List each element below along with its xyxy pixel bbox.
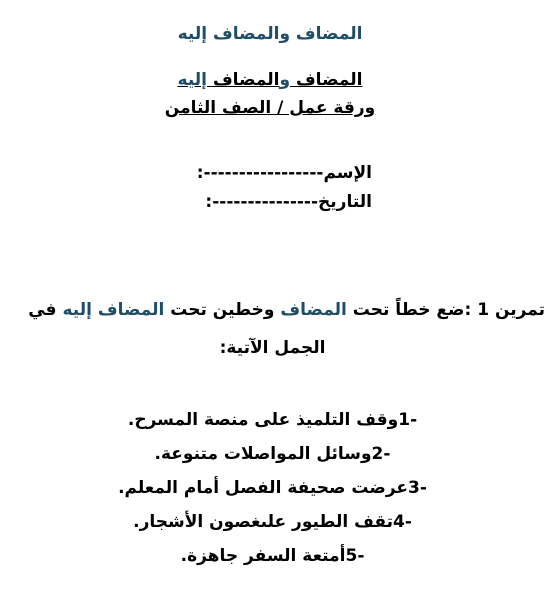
exercise-instruction [0,300,545,320]
exercise-word-mudaf: المضاف [280,300,347,320]
document-title: المضاف والمضاف إليه [177,24,363,44]
title-word-mudaf-2: المضاف [212,70,280,90]
exercise-instruction-line2: الجمل الآتية: [219,338,326,358]
title-word-mudaf: المضاف [295,70,363,90]
worksheet-subtitle: ورقة عمل / الصف الثامن [164,98,376,118]
title-conjunction: و [279,70,296,90]
list-item: -3عرضت صحيفة الفصل أمام المعلم. [118,478,427,498]
exercise-middle: وخطين تحت [164,300,281,320]
exercise-suffix: في [28,300,63,320]
list-item: -1وقف التلميذ على منصة المسرح. [127,410,418,430]
list-item: -4تقف الطيور علىغصون الأشجار. [133,512,412,532]
list-item: -5أمتعة السفر جاهزة. [180,546,365,566]
date-field: التاريخ---------------: [205,192,372,212]
exercise-prefix: تمرين 1 :ضع خطاً تحت [346,300,545,320]
exercise-word-mudaf-ilayh: المضاف إليه [62,300,165,320]
worksheet-title [0,70,540,90]
name-field: الإسم-----------------: [196,163,372,183]
sentence-list [0,403,545,573]
title-word-ilayh: إليه [177,70,213,90]
list-item: -2وسائل المواصلات متنوعة. [154,444,391,464]
